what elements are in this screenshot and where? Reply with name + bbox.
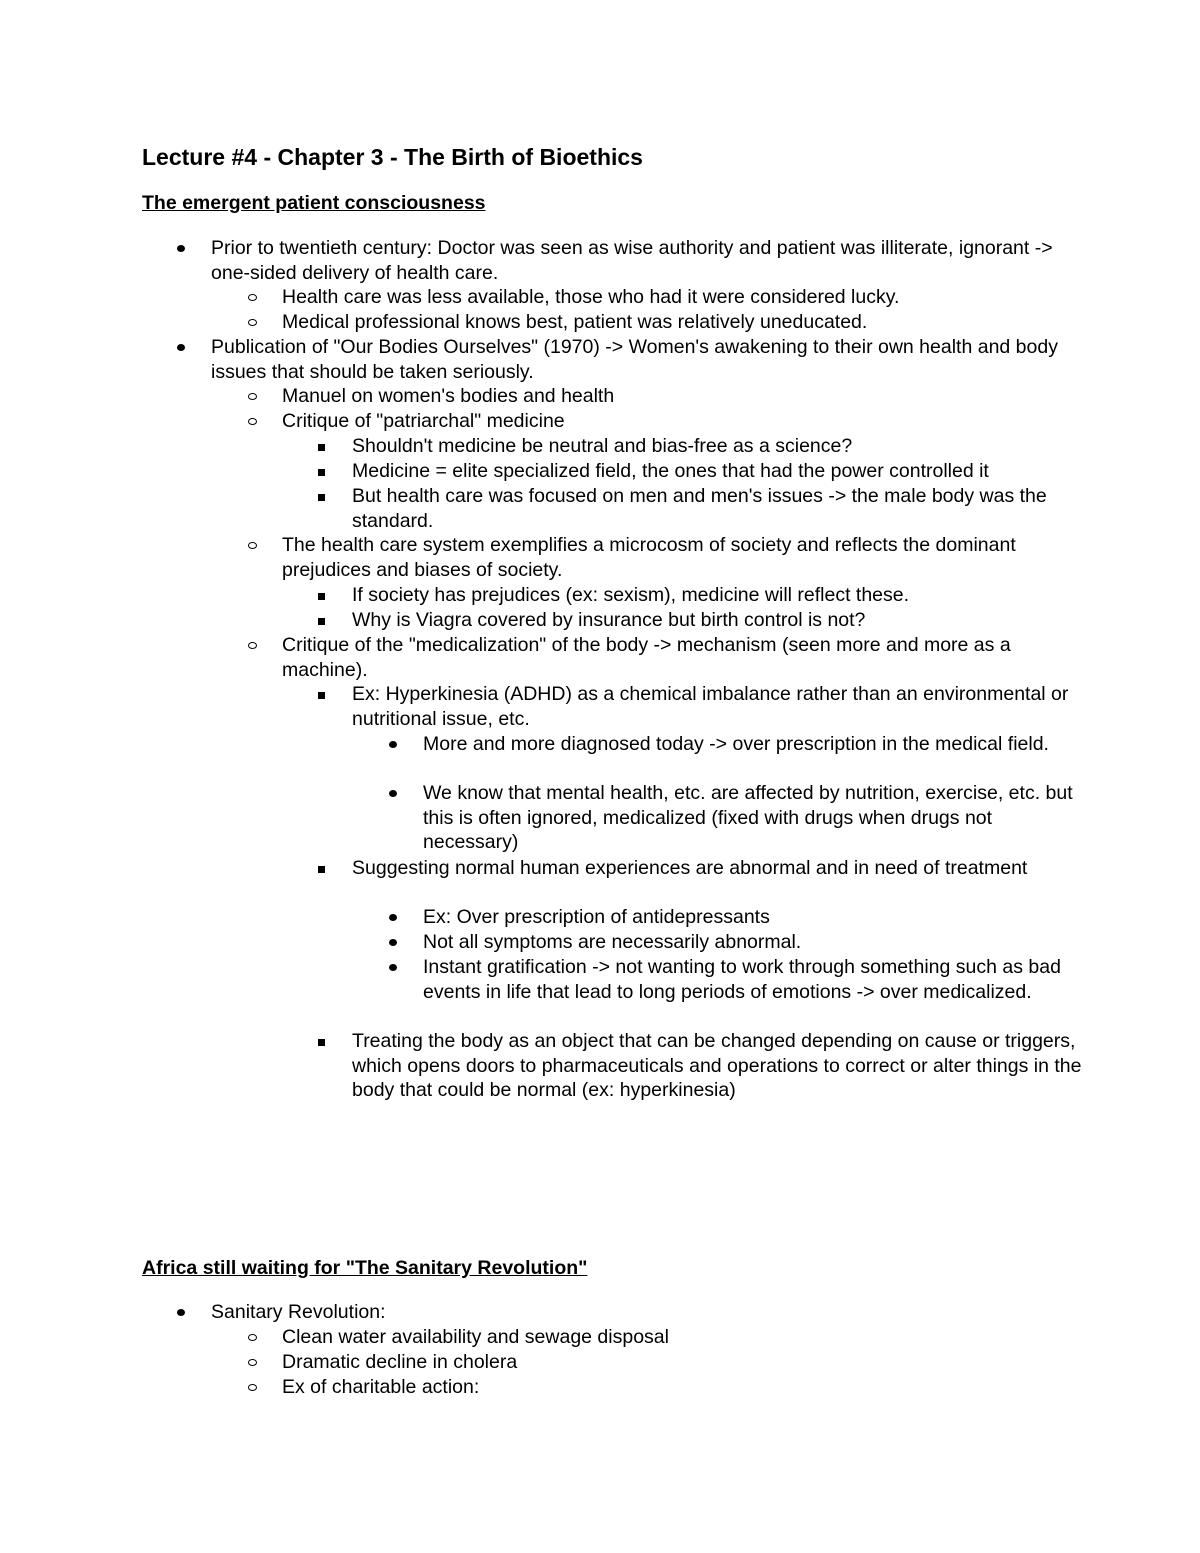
list-item-text: Shouldn't medicine be neutral and bias-free as a science? — [352, 435, 853, 457]
hollow-circle-bullet-icon — [248, 642, 257, 649]
list-item — [423, 930, 1083, 955]
filled-circle-bullet-icon — [389, 939, 397, 946]
list-item-text: Why is Viagra covered by insurance but birth control is not? — [352, 609, 866, 631]
filled-circle-bullet-icon — [389, 741, 397, 748]
list-item — [211, 236, 1091, 285]
list-item — [423, 905, 1083, 930]
filled-circle-bullet-icon — [389, 914, 397, 921]
hollow-circle-bullet-icon — [248, 319, 257, 326]
list-item — [352, 434, 1082, 459]
list-item — [282, 1325, 1082, 1350]
list-item-text: We know that mental health, etc. are affected by nutrition, exercise, etc. but this is often ignored, medicalized (fixed with drugs when drugs not necessary) — [423, 782, 1073, 854]
list-item-text: More and more diagnosed today -> over prescription in the medical field. — [423, 733, 1049, 755]
list-item — [282, 384, 1082, 409]
filled-circle-bullet-icon — [389, 964, 397, 971]
list-item-text: Critique of "patriarchal" medicine — [282, 410, 565, 432]
hollow-circle-bullet-icon — [248, 542, 257, 549]
filled-circle-bullet-icon — [177, 344, 185, 351]
section-heading-sanitary-revolution: Africa still waiting for "The Sanitary Revolution" — [142, 1257, 588, 1279]
square-bullet-icon — [318, 469, 325, 476]
square-bullet-icon — [318, 593, 325, 600]
hollow-circle-bullet-icon — [248, 1359, 257, 1366]
list-item — [352, 459, 1082, 484]
filled-circle-bullet-icon — [177, 245, 185, 252]
filled-circle-bullet-icon — [389, 790, 397, 797]
list-item-text: Ex of charitable action: — [282, 1376, 480, 1398]
list-item-text: Manuel on women's bodies and health — [282, 385, 615, 407]
list-item-text: Health care was less available, those who had it were considered lucky. — [282, 286, 900, 308]
list-item — [352, 1029, 1082, 1103]
square-bullet-icon — [318, 494, 325, 501]
list-item-text: Clean water availability and sewage disposal — [282, 1326, 669, 1348]
list-item-text: Medicine = elite specialized field, the ones that had the power controlled it — [352, 460, 989, 482]
square-bullet-icon — [318, 618, 325, 625]
square-bullet-icon — [318, 1039, 325, 1046]
page-title: Lecture #4 - Chapter 3 - The Birth of Bioethics — [142, 144, 643, 170]
hollow-circle-bullet-icon — [248, 418, 257, 425]
list-item-text: Suggesting normal human experiences are abnormal and in need of treatment — [352, 857, 1028, 879]
list-item — [282, 285, 1082, 310]
list-item — [282, 310, 1082, 335]
square-bullet-icon — [318, 692, 325, 699]
hollow-circle-bullet-icon — [248, 294, 257, 301]
square-bullet-icon — [318, 866, 325, 873]
filled-circle-bullet-icon — [177, 1309, 185, 1316]
list-item-text: Dramatic decline in cholera — [282, 1351, 518, 1373]
list-item-text: Instant gratification -> not wanting to work through something such as bad events in life that lead to long periods of emotions -> over medicalized. — [423, 956, 1061, 1003]
list-item-text: Publication of "Our Bodies Ourselves" (1970) -> Women's awakening to their own health and body issues that should be taken seriously. — [211, 336, 1058, 383]
list-item — [282, 1350, 1082, 1375]
list-item-text: Prior to twentieth century: Doctor was seen as wise authority and patient was illiterate, ignorant -> one-sided delivery of health care. — [211, 237, 1053, 284]
list-item-text: The health care system exemplifies a microcosm of society and reflects the dominant prejudices and biases of society. — [282, 534, 1016, 581]
list-item — [352, 682, 1082, 731]
list-item — [352, 484, 1082, 533]
list-item — [211, 1300, 1091, 1325]
list-item — [282, 633, 1082, 682]
list-item-text: Critique of the "medicalization" of the body -> mechanism (seen more and more as a machine). — [282, 634, 1011, 681]
hollow-circle-bullet-icon — [248, 1334, 257, 1341]
list-item — [282, 533, 1082, 582]
list-item-text: Ex: Over prescription of antidepressants — [423, 906, 770, 928]
list-item — [352, 583, 1082, 608]
list-item — [282, 409, 1082, 434]
list-item-text: But health care was focused on men and men's issues -> the male body was the standard. — [352, 485, 1047, 532]
list-item — [423, 732, 1083, 757]
hollow-circle-bullet-icon — [248, 1384, 257, 1391]
section-heading-patient-consciousness: The emergent patient consciousness — [142, 192, 486, 214]
list-item-text: Sanitary Revolution: — [211, 1301, 386, 1323]
list-item-text: If society has prejudices (ex: sexism), medicine will reflect these. — [352, 584, 910, 606]
list-item-text: Not all symptoms are necessarily abnormal. — [423, 931, 802, 953]
list-item — [423, 781, 1083, 855]
list-item-text: Treating the body as an object that can be changed depending on cause or triggers, which opens doors to pharmaceuticals and operations to correct or alter things in the body that could be normal (ex: hyperkinesia) — [352, 1030, 1082, 1102]
list-item — [211, 335, 1091, 384]
list-item — [282, 1375, 1082, 1400]
hollow-circle-bullet-icon — [248, 393, 257, 400]
square-bullet-icon — [318, 444, 325, 451]
list-item — [352, 608, 1082, 633]
list-item-text: Medical professional knows best, patient was relatively uneducated. — [282, 311, 868, 333]
list-item-text: Ex: Hyperkinesia (ADHD) as a chemical imbalance rather than an environmental or nutritional issue, etc. — [352, 683, 1069, 730]
list-item — [352, 856, 1082, 881]
list-item — [423, 955, 1083, 1004]
